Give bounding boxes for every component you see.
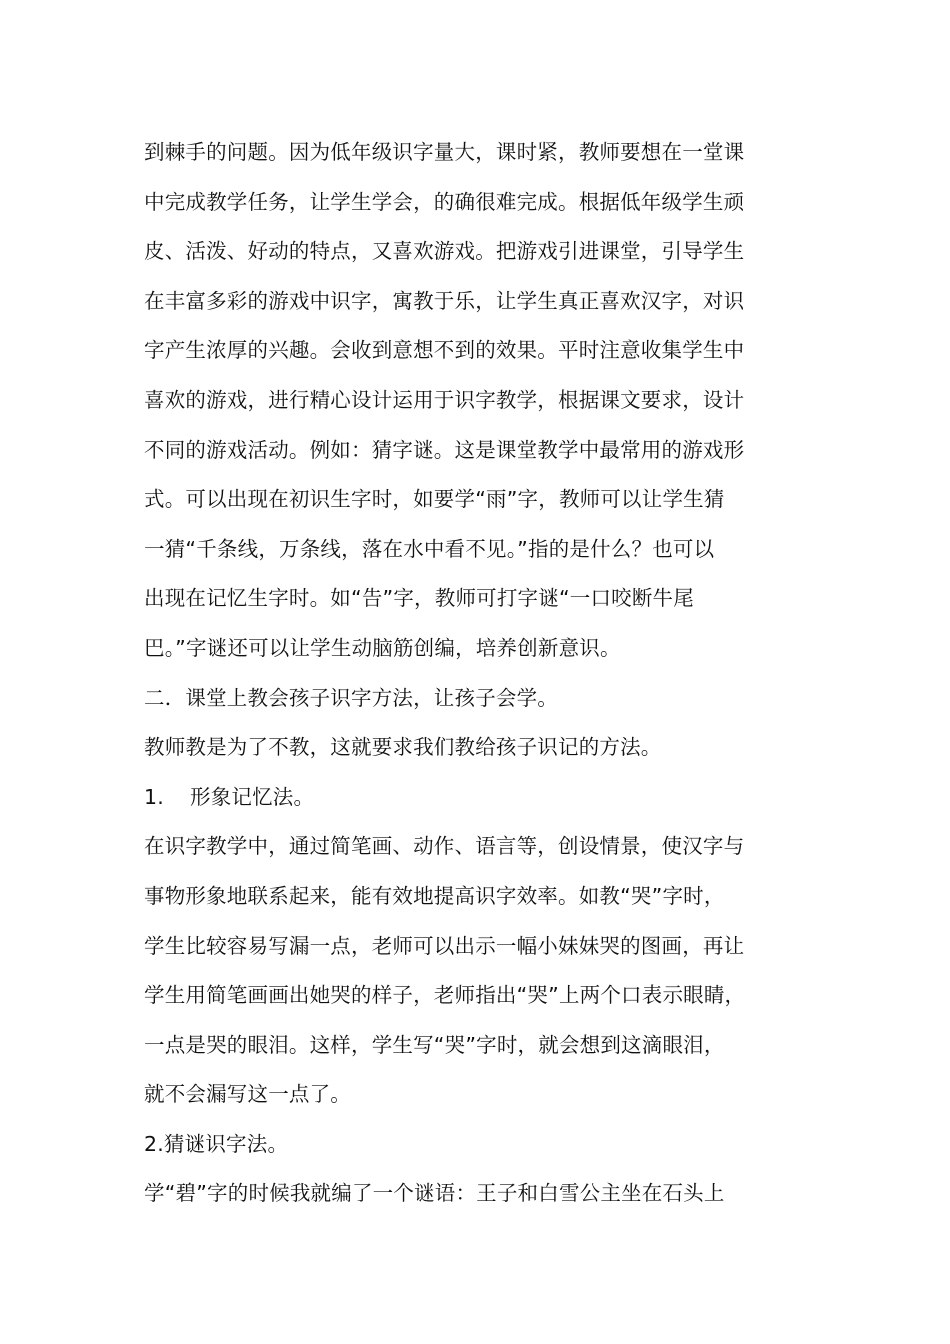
list-item-heading: 2.猜谜识字法。 bbox=[144, 1131, 289, 1156]
paragraph-line: 不同的游戏活动。例如：猜字谜。这是课堂教学中最常用的游戏形 bbox=[144, 437, 745, 462]
list-item-number: 1. bbox=[144, 784, 164, 809]
paragraph-line: 字产生浓厚的兴趣。会收到意想不到的效果。平时注意收集学生中 bbox=[144, 338, 745, 363]
paragraph-line: 在丰富多彩的游戏中识字，寓教于乐，让学生真正喜欢汉字，对识 bbox=[144, 288, 745, 313]
paragraph-line: 中完成教学任务，让学生学会，的确很难完成。根据低年级学生顽 bbox=[144, 189, 745, 214]
section-heading: 二．课堂上教会孩子识字方法，让孩子会学。 bbox=[144, 685, 558, 710]
paragraph-line: 在识字教学中，通过简笔画、动作、语言等，创设情景，使汉字与 bbox=[144, 834, 745, 859]
paragraph-line: 到棘手的问题。因为低年级识字量大，课时紧，教师要想在一堂课 bbox=[144, 140, 745, 164]
paragraph-line: 就不会漏写这一点了。 bbox=[144, 1082, 351, 1107]
paragraph-line: 皮、活泼、好动的特点，又喜欢游戏。把游戏引进课堂，引导学生 bbox=[144, 239, 745, 264]
paragraph-line: 式。可以出现在初识生字时，如要学“雨”字，教师可以让学生猜 bbox=[144, 487, 725, 512]
list-item bbox=[144, 773, 824, 823]
paragraph-line: 学生用简笔画画出她哭的样子，老师指出“哭”上两个口表示眼睛， bbox=[144, 983, 746, 1008]
paragraph-line: 事物形象地联系起来，能有效地提高识字效率。如教“哭”字时， bbox=[144, 883, 725, 908]
paragraph-line: 一猜“千条线，万条线，落在水中看不见。”指的是什么？也可以 bbox=[144, 536, 715, 561]
paragraph-line: 喜欢的游戏，进行精心设计运用于识字教学，根据课文要求，设计 bbox=[144, 387, 745, 412]
paragraph-line: 学“碧”字的时候我就编了一个谜语：王子和白雪公主坐在石头上 bbox=[144, 1181, 725, 1206]
document-body bbox=[144, 128, 824, 1219]
paragraph-line: 巴。”字谜还可以让学生动脑筋创编，培养创新意识。 bbox=[144, 635, 621, 660]
paragraph-line: 出现在记忆生字时。如“告”字，教师可打字谜“一口咬断牛尾 bbox=[144, 586, 694, 611]
paragraph-line: 一点是哭的眼泪。这样，学生写“哭”字时，就会想到这滴眼泪， bbox=[144, 1032, 725, 1057]
paragraph-line: 学生比较容易写漏一点，老师可以出示一幅小妹妹哭的图画，再让 bbox=[144, 933, 745, 958]
list-item-text: 形象记忆法。 bbox=[190, 784, 315, 809]
paragraph-line: 教师教是为了不教，这就要求我们教给孩子识记的方法。 bbox=[144, 735, 662, 760]
